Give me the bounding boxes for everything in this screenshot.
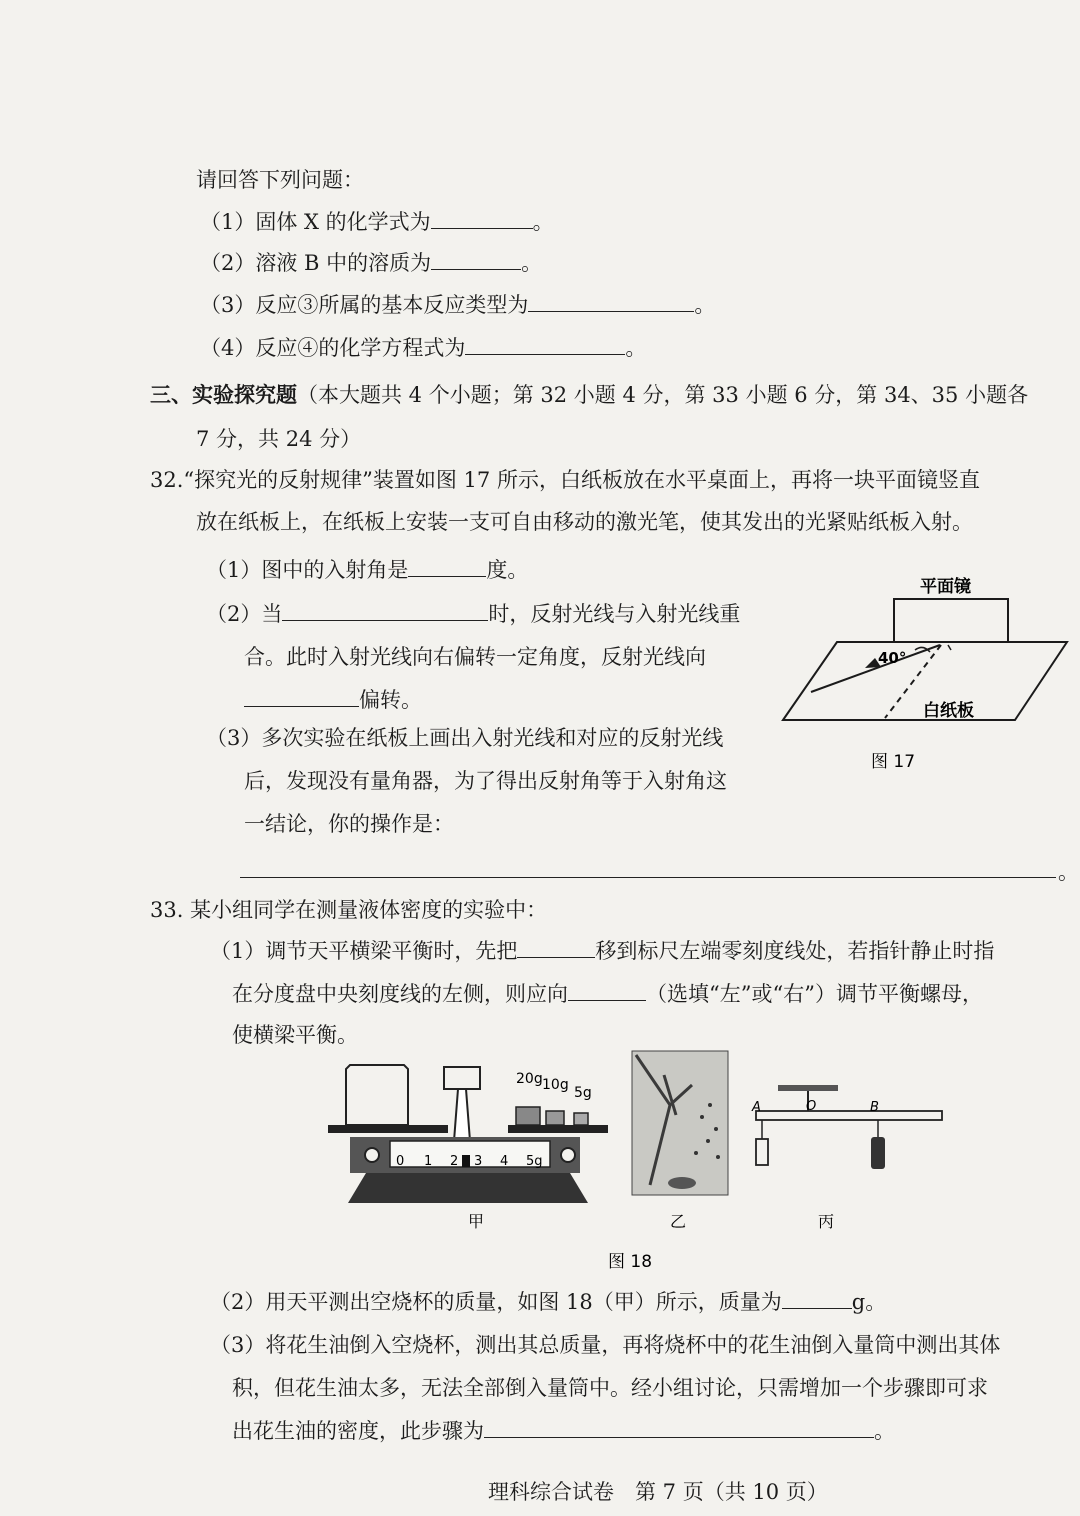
q33-part-2-text: （2）用天平测出空烧杯的质量，如图 18（甲）所示，质量为 — [210, 1290, 782, 1314]
q33-part-1 — [210, 937, 994, 965]
q32-part-1-text: （1）图中的入射角是 — [206, 558, 409, 582]
lever-bar — [756, 1111, 942, 1120]
q31-item-1-text: （1）固体 X 的化学式为 — [200, 210, 431, 234]
q31-item-3-text: （3）反应③所属的基本反应类型为 — [200, 293, 529, 317]
lever-figure — [751, 1085, 942, 1231]
answer-blank[interactable] — [528, 291, 694, 312]
q32-stem-1: 32.“探究光的反射规律”装置如图 17 所示，白纸板放在水平桌面上，再将一块平面镜竖直 — [150, 468, 980, 492]
q31-item-1-end: 。 — [532, 210, 554, 234]
ceiling — [778, 1085, 838, 1091]
weight-label: 10g — [542, 1077, 569, 1093]
scale-mark: 1 — [424, 1154, 433, 1169]
beaker — [346, 1065, 408, 1125]
figure-17 — [775, 572, 1075, 782]
q32-part-3-line-2: 后，发现没有量角器，为了得出反射角等于入射角这 — [244, 769, 727, 793]
answer-blank[interactable] — [244, 686, 359, 707]
q33-part-3-line-2: 积，但花生油太多，无法全部倒入量筒中。经小组讨论，只需增加一个步骤即可求 — [232, 1376, 988, 1400]
section-3-desc-cont: 7 分，共 24 分） — [196, 427, 362, 451]
weight-b — [871, 1137, 885, 1169]
q33-part-3-line-3-end: 。 — [874, 1419, 895, 1443]
point-a-label: A — [752, 1100, 761, 1115]
q32-part-2-line-3 — [244, 686, 422, 714]
point-b-label: B — [870, 1100, 879, 1115]
answer-blank[interactable] — [782, 1288, 852, 1309]
q31-item-4-end: 。 — [625, 336, 647, 360]
figure-label: 丙 — [818, 1212, 835, 1231]
q32-part-2-line-2: 合。此时入射光线向右偏转一定角度，反射光线向 — [244, 645, 706, 669]
object-a — [756, 1139, 768, 1165]
section-3-title: 三、实验探究题 — [150, 383, 297, 407]
q33-part-3-line-1: （3）将花生油倒入空烧杯，测出其总质量，再将烧杯中的花生油倒入量筒中测出其体 — [210, 1333, 1001, 1357]
intro-text: 请回答下列问题： — [196, 168, 364, 192]
figure-18-caption: 图 18 — [608, 1252, 653, 1272]
scale-mark: 0 — [396, 1154, 405, 1169]
q31-item-2-text: （2）溶液 B 中的溶质为 — [200, 251, 432, 275]
scale-mark: 5g — [526, 1154, 543, 1169]
board-label: 白纸板 — [923, 701, 974, 721]
q31-item-4-text: （4）反应④的化学方程式为 — [200, 336, 466, 360]
answer-blank[interactable] — [517, 937, 595, 958]
balance-figure — [328, 1065, 608, 1231]
weight-20g — [516, 1107, 540, 1125]
q33-part-2 — [210, 1288, 886, 1316]
figure-18 — [320, 1045, 960, 1275]
answer-blank[interactable] — [568, 980, 646, 1001]
q32-part-3-line-1: （3）多次实验在纸板上画出入射光线和对应的反射光线 — [206, 726, 724, 750]
q33-part-1-line-2 — [232, 980, 983, 1008]
q33-part-1-line-2-text: 在分度盘中央刻度线的左侧，则应向 — [232, 982, 568, 1006]
answer-blank[interactable] — [465, 334, 625, 355]
photo-object — [668, 1177, 696, 1189]
q33-part-1-line-3: 使横梁平衡。 — [232, 1023, 358, 1047]
left-nut — [365, 1148, 379, 1162]
weight-label: 5g — [574, 1085, 592, 1101]
answer-blank[interactable] — [240, 877, 1056, 878]
q32-part-3-end: 。 — [1058, 860, 1079, 884]
q33-part-1-mid: 移到标尺左端零刻度线处，若指针静止时指 — [595, 939, 995, 963]
q33-stem: 33. 某小组同学在测量液体密度的实验中： — [150, 898, 548, 922]
photo-figure — [632, 1051, 728, 1231]
q33-part-3-line-3-text: 出花生油的密度，此步骤为 — [232, 1419, 484, 1443]
q32-stem-2: 放在纸板上，在纸板上安装一支可自由移动的激光笔，使其发出的光紧贴纸板入射。 — [196, 510, 973, 534]
q33-part-3-line-3 — [232, 1417, 895, 1445]
q32-part-2-line-3-end: 偏转。 — [359, 688, 422, 712]
right-nut — [561, 1148, 575, 1162]
point-o-label: O — [806, 1099, 817, 1114]
scale-mark: 4 — [500, 1154, 509, 1169]
weight-10g — [546, 1111, 564, 1125]
answer-blank[interactable] — [484, 1417, 874, 1438]
answer-blank[interactable] — [431, 208, 533, 229]
q33-part-1-line-2-end: （选填“左”或“右”）调节平衡螺母， — [646, 982, 983, 1006]
q31-item-1 — [200, 208, 554, 236]
q31-item-2-end: 。 — [521, 251, 543, 275]
rider — [462, 1155, 470, 1167]
q33-part-1-text: （1）调节天平横梁平衡时，先把 — [210, 939, 518, 963]
mirror-label: 平面镜 — [920, 577, 971, 597]
weight-label: 20g — [516, 1071, 543, 1087]
plane-mirror — [894, 599, 1008, 642]
q31-item-4 — [200, 334, 646, 362]
angle-label: 40° — [878, 649, 907, 667]
scale-mark: 3 — [474, 1154, 483, 1169]
answer-blank[interactable] — [282, 600, 488, 621]
scale-mark: 2 — [450, 1154, 459, 1169]
pointer-dial — [444, 1067, 480, 1089]
weight-5g — [574, 1113, 588, 1125]
q32-part-1 — [206, 556, 528, 584]
right-pan — [508, 1125, 608, 1133]
q32-part-2-text: （2）当 — [206, 602, 283, 626]
answer-blank[interactable] — [408, 556, 486, 577]
figure-label: 乙 — [670, 1212, 687, 1231]
q33-part-2-end: g。 — [851, 1290, 887, 1314]
section-3-desc: （本大题共 4 个小题；第 32 小题 4 分，第 33 小题 6 分，第 34、35 小题各 — [297, 383, 1029, 407]
figure-17-caption: 图 17 — [871, 752, 916, 772]
pointer — [454, 1089, 470, 1141]
q31-item-3-end: 。 — [694, 293, 716, 317]
section-3-header — [150, 381, 1028, 409]
mark-line — [948, 645, 951, 650]
q32-part-2-end: 时，反射光线与入射光线重 — [488, 602, 741, 626]
q31-item-2 — [200, 249, 542, 277]
q32-part-2 — [206, 600, 740, 628]
balance-base — [348, 1173, 588, 1203]
answer-blank[interactable] — [431, 249, 521, 270]
figure-label: 甲 — [468, 1212, 485, 1231]
q31-item-3 — [200, 291, 715, 319]
page-footer: 理科综合试卷 第 7 页（共 10 页） — [488, 1480, 828, 1504]
left-pan — [328, 1125, 448, 1133]
q32-part-1-end: 度。 — [486, 558, 529, 582]
q32-part-3-line-3: 一结论，你的操作是： — [244, 812, 454, 836]
